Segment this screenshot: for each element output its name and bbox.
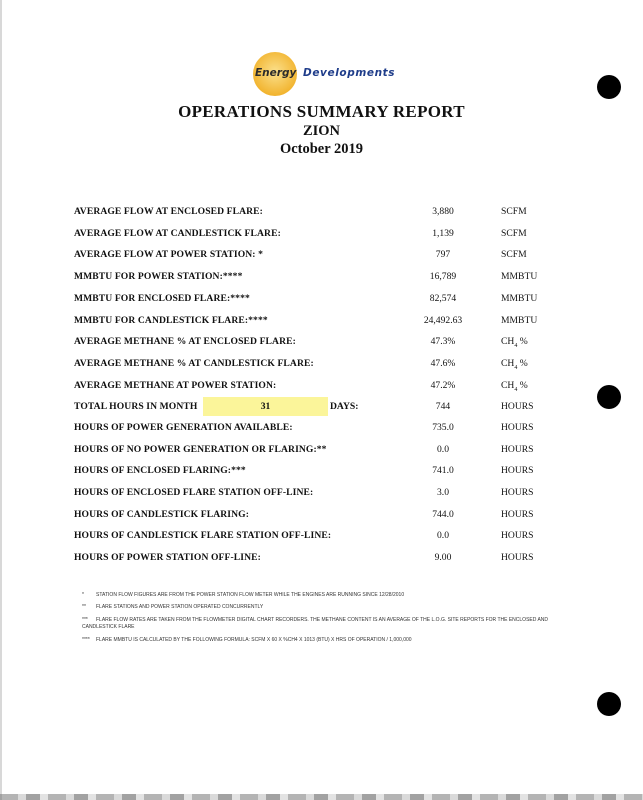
footnote-text: FLARE STATIONS AND POWER STATION OPERATED CONCURRENTLY <box>96 604 264 610</box>
row-unit: HOURS <box>501 552 534 563</box>
row-unit: $CH_4$ % <box>501 358 528 371</box>
summary-row <box>0 313 643 329</box>
summary-row <box>0 247 643 263</box>
row-value: 9.00 <box>434 552 452 563</box>
summary-row <box>0 204 643 220</box>
punch-hole-bottom <box>597 692 621 716</box>
scan-edge-bottom <box>0 794 643 800</box>
row-label: TOTAL HOURS IN MONTH <box>74 401 198 412</box>
row-unit: HOURS <box>501 465 534 476</box>
summary-row <box>0 442 643 458</box>
days-label: DAYS: <box>330 401 359 412</box>
row-label: HOURS OF CANDLESTICK FLARING: <box>74 509 249 520</box>
summary-row <box>0 291 643 307</box>
row-value: 16,789 <box>429 271 457 282</box>
row-unit: HOURS <box>501 509 534 520</box>
row-unit: HOURS <box>501 444 534 455</box>
row-value: 47.2% <box>430 380 456 391</box>
report-period: October 2019 <box>279 141 364 157</box>
footnote-mark: * <box>82 592 84 598</box>
logo-word-energy: Energy <box>255 67 297 79</box>
row-value: 0.0 <box>437 530 449 541</box>
row-label: AVERAGE METHANE % AT ENCLOSED FLARE: <box>74 336 296 347</box>
row-unit: MMBTU <box>501 271 538 282</box>
row-value: 3.0 <box>437 487 449 498</box>
summary-row <box>0 463 643 479</box>
row-label: HOURS OF ENCLOSED FLARE STATION OFF-LINE: <box>74 487 314 498</box>
summary-row <box>0 528 643 544</box>
report-title: OPERATIONS SUMMARY REPORT <box>178 102 465 121</box>
row-value: 47.3% <box>430 336 456 347</box>
summary-row <box>0 269 643 285</box>
summary-row <box>0 334 643 350</box>
company-logo <box>245 52 395 96</box>
row-unit: $CH_4$ % <box>501 336 528 349</box>
footnote-mark: ** <box>82 604 86 610</box>
row-value: 735.0 <box>432 422 454 433</box>
row-unit: HOURS <box>501 401 534 412</box>
row-label: MMBTU FOR POWER STATION:**** <box>74 271 243 282</box>
summary-row <box>0 378 643 394</box>
site-name: ZION <box>302 123 341 139</box>
row-unit: SCFM <box>501 249 527 260</box>
row-label: HOURS OF ENCLOSED FLARING:*** <box>74 465 246 476</box>
row-label: AVERAGE FLOW AT POWER STATION: * <box>74 249 263 260</box>
summary-row-total-hours <box>0 399 643 415</box>
logo-word-developments: Developments <box>303 67 396 79</box>
footnote-text: FLARE MMBTU IS CALCULATED BY THE FOLLOWING FORMULA: SCFM X 60 X %CH4 X 1013 (BTU) X HRS OF OPERATION / 1,000,000 <box>96 637 412 643</box>
row-value: 741.0 <box>432 465 454 476</box>
row-label: MMBTU FOR CANDLESTICK FLARE:**** <box>74 315 268 326</box>
row-label: HOURS OF POWER STATION OFF-LINE: <box>74 552 261 563</box>
row-label: AVERAGE FLOW AT CANDLESTICK FLARE: <box>74 228 281 239</box>
row-unit: SCFM <box>501 206 527 217</box>
row-value: 0.0 <box>437 444 449 455</box>
footnote-mark: **** <box>82 637 90 643</box>
row-unit: HOURS <box>501 530 534 541</box>
row-unit: MMBTU <box>501 293 538 304</box>
row-label: HOURS OF POWER GENERATION AVAILABLE: <box>74 422 293 433</box>
footnote-text: STATION FLOW FIGURES ARE FROM THE POWER STATION FLOW METER WHILE THE ENGINES ARE RUNNING SINCE 12/28/2010 <box>96 592 405 598</box>
row-label: MMBTU FOR ENCLOSED FLARE:**** <box>74 293 250 304</box>
row-value: 1,139 <box>432 228 454 239</box>
summary-row <box>0 226 643 242</box>
row-label: AVERAGE METHANE AT POWER STATION: <box>74 380 277 391</box>
summary-row <box>0 507 643 523</box>
row-value: 47.6% <box>430 358 456 369</box>
summary-row <box>0 485 643 501</box>
row-unit: MMBTU <box>501 315 538 326</box>
row-value: 797 <box>435 249 451 260</box>
row-unit: $CH_4$ % <box>501 380 528 393</box>
punch-hole-top <box>597 75 621 99</box>
row-label: AVERAGE METHANE % AT CANDLESTICK FLARE: <box>74 358 314 369</box>
summary-row <box>0 550 643 566</box>
row-label: AVERAGE FLOW AT ENCLOSED FLARE: <box>74 206 263 217</box>
row-label: HOURS OF NO POWER GENERATION OR FLARING:** <box>74 444 327 455</box>
days-count-highlight: 31 <box>203 397 328 416</box>
footnote-mark: *** <box>82 617 88 623</box>
row-value: 744 <box>435 401 451 412</box>
row-value: 24,492.63 <box>423 315 463 326</box>
row-value: 744.0 <box>432 509 454 520</box>
row-label: HOURS OF CANDLESTICK FLARE STATION OFF-LINE: <box>74 530 332 541</box>
row-value: 82,574 <box>429 293 457 304</box>
row-unit: HOURS <box>501 422 534 433</box>
row-unit: SCFM <box>501 228 527 239</box>
row-unit: HOURS <box>501 487 534 498</box>
footnote-text: FLARE FLOW RATES ARE TAKEN FROM THE FLOWMETER DIGITAL CHART RECORDERS. THE METHANE CONTENT IS AN AVERAGE OF THE L.O.G. SITE REPORTS FOR THE ENCLOSED AND CANDLESTICK FLARE <box>82 617 549 630</box>
summary-row <box>0 420 643 436</box>
row-value: 3,880 <box>432 206 454 217</box>
summary-row <box>0 356 643 372</box>
